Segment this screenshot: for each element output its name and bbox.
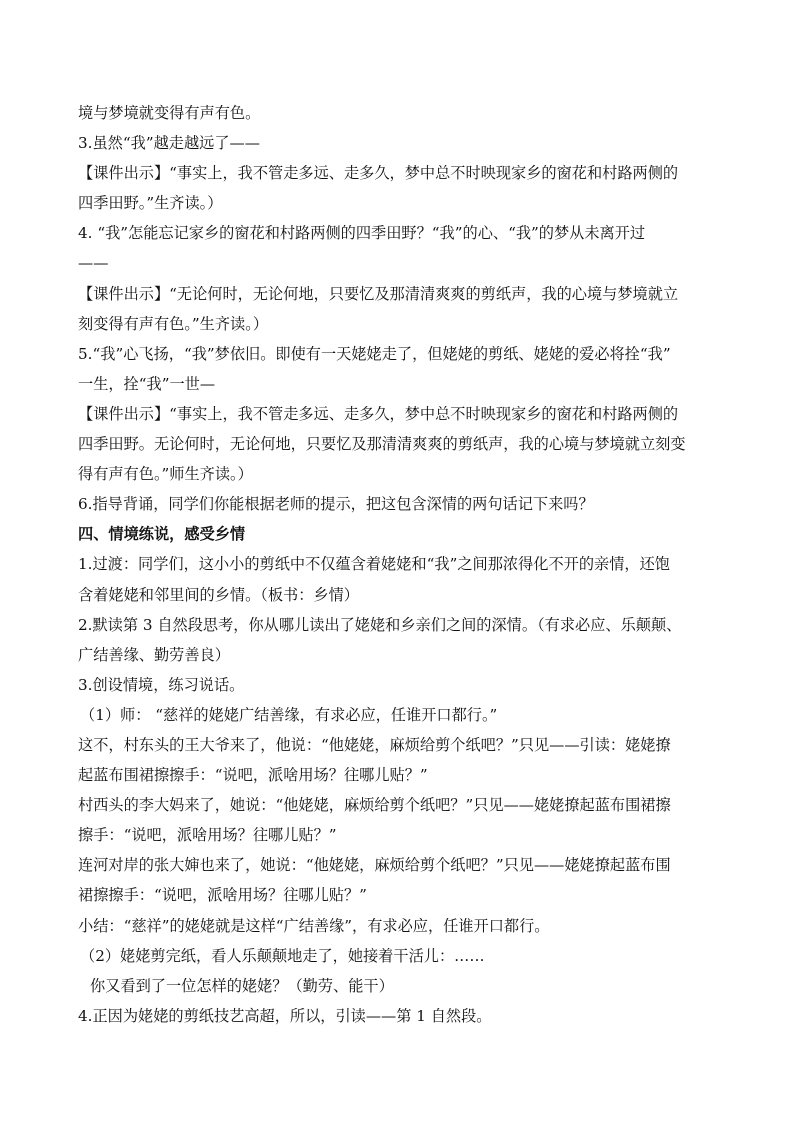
text-line: 四季田野。”生齐读。） [78,194,223,213]
text-line: 2.默读第 3 自然段思考，你从哪儿读出了姥姥和乡亲们之间的深情。（有求必应、乐颠颠、 [78,615,682,634]
text-line: 【课件出示】“无论何时，无论何地，只要忆及那清清爽爽的剪纸声，我的心境与梦境就立 [78,284,679,303]
text-line: 含着姥姥和邻里间的乡情。（板书：乡情） [78,585,359,604]
text-line: 村西头的李大妈来了，她说：“他姥姥，麻烦给剪个纸吧？”只见——姥姥撩起蓝布围裙擦 [78,796,671,815]
text-line: 1.过渡：同学们，这小小的剪纸中不仅蕴含着姥姥和“我”之间那浓得化不开的亲情，还饱 [78,555,670,574]
text-line: 境与梦境就变得有声有色。 [78,104,261,122]
text-line: 5.“我”心飞扬，“我”梦依旧。即使有一天姥姥走了，但姥姥的剪纸、姥姥的爱必将拴“我” [78,344,671,363]
text-line: （1）师： “慈祥的姥姥广结善缘，有求必应，任谁开口都行。” [80,705,498,724]
text-line: 小结：“慈祥”的姥姥就是这样“广结善缘”，有求必应，任谁开口都行。 [78,916,550,935]
text-line: 广结善缘、勤劳善良） [78,645,230,664]
document-body [78,98,728,1031]
text-line: 3.虽然“我”越走越远了—— [78,134,260,153]
text-line: 得有声有色。”师生齐读。） [78,465,253,484]
text-line: 4.正因为姥姥的剪纸技艺高超，所以，引读——第 1 自然段。 [78,1006,492,1025]
text-line: 一生，拴“我”一世— [78,374,216,393]
text-line: 你又看到了一位怎样的姥姥？（勤劳、能干） [90,976,394,995]
text-line: 4. “我”怎能忘记家乡的窗花和村路两侧的四季田野？“我”的心、“我”的梦从未离开过 [78,224,646,243]
text-line: 3.创设情境，练习说话。 [78,675,245,694]
text-line: 刻变得有声有色。”生齐读。） [78,314,269,333]
text-line: 这不，村东头的王大爷来了，他说：“他姥姥，麻烦给剪个纸吧？”只见——引读：姥姥撩 [78,735,671,754]
text-line: 裙擦擦手：“说吧，派啥用场？往哪儿贴？” [78,886,367,905]
text-line: 起蓝布围裙擦擦手：“说吧，派啥用场？往哪儿贴？” [78,766,428,785]
text-line: 连河对岸的张大婶也来了，她说：“他姥姥，麻烦给剪个纸吧？”只见——姥姥撩起蓝布围 [78,856,671,875]
text-line: —— [78,254,109,273]
text-line: 四季田野。无论何时，无论何地，只要忆及那清清爽爽的剪纸声，我的心境与梦境就立刻变 [78,435,686,454]
text-line: 【课件出示】“事实上，我不管走多远、走多久，梦中总不时映现家乡的窗花和村路两侧的 [78,164,679,183]
section-heading: 四、情境练说，感受乡情 [78,525,246,544]
text-line: （2）姥姥剪完纸，看人乐颠颠地走了，她接着干活儿：…… [80,946,485,965]
text-line: 擦手：“说吧，派啥用场？往哪儿贴？” [78,826,337,845]
text-line: 【课件出示】“事实上，我不管走多远、走多久，梦中总不时映现家乡的窗花和村路两侧的 [78,404,679,423]
text-line: 6.指导背诵，同学们你能根据老师的提示，把这包含深情的两句话记下来吗？ [78,495,594,514]
